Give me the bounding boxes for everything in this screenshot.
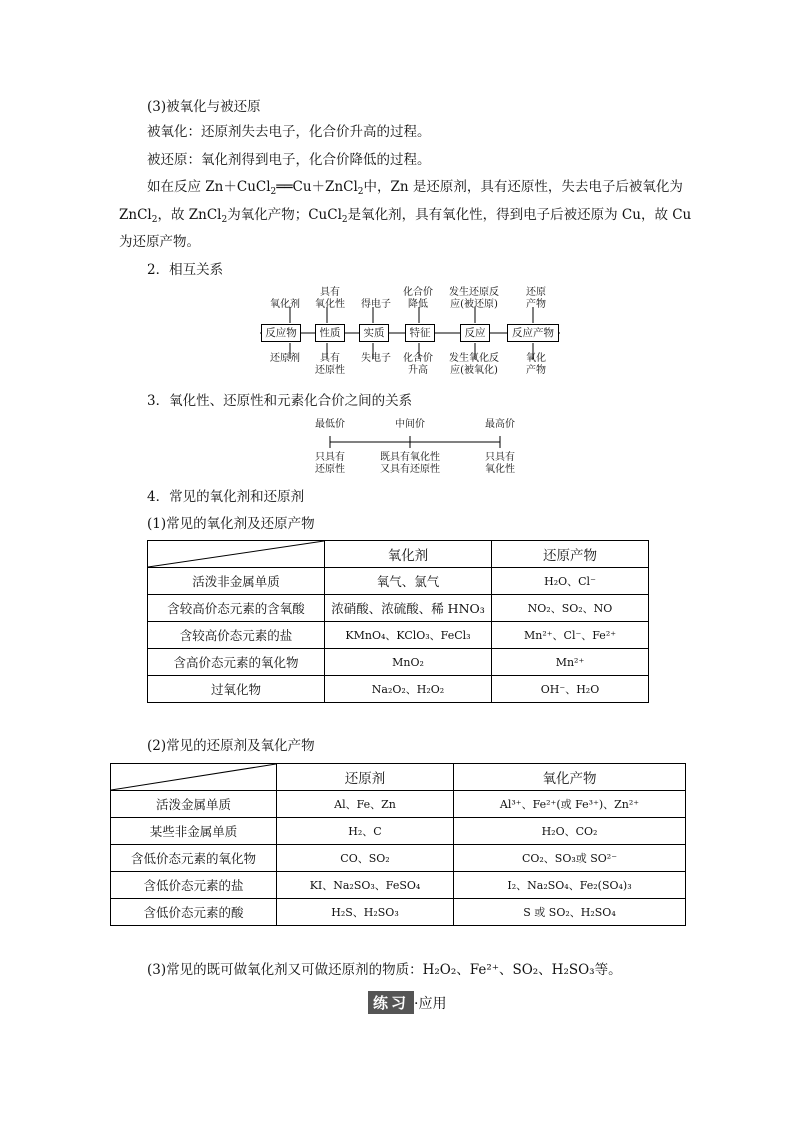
box-product: 反应产物 — [507, 324, 559, 342]
row-oxidant: 氧气、氯气 — [325, 568, 492, 595]
table-row — [111, 818, 686, 845]
practice-text: ·应用 — [414, 996, 447, 1012]
section-3c-title: (3)常见的既可做氧化剂又可做还原剂的物质：H₂O₂、Fe²⁺、SO₂、H₂SO₃等。 — [147, 962, 622, 978]
bottom-label-oxidized-product: 氧化 产物 — [526, 353, 546, 376]
row-category: 含较高价态元素的含氧酸 — [148, 595, 325, 622]
top-label-gain-electron: 得电子 — [361, 299, 391, 310]
row-product: NO₂、SO₂、NO — [492, 595, 649, 622]
row-reductant: H₂S、H₂SO₃ — [277, 899, 454, 926]
row-product: OH⁻、H₂O — [492, 676, 649, 703]
example-line-2: ZnCl$_2$，故 ZnCl$_2$为氧化产物；CuCl$_2$是氧化剂，具有氧化性，得到电子后被还原为 Cu，故 Cu — [119, 207, 692, 225]
table-row — [111, 899, 686, 926]
row-reductant: Al、Fe、Zn — [277, 791, 454, 818]
lowest-valence: 最低价 — [315, 419, 345, 430]
diagonal-header-cell — [148, 541, 325, 568]
diagonal-line — [148, 541, 324, 567]
box-essence: 实质 — [359, 324, 389, 342]
row-product: I₂、Na₂SO₄、Fe₂(SO₄)₃ — [454, 872, 686, 899]
table-header-row — [111, 764, 686, 791]
top-label-oxidant: 氧化剂 — [270, 299, 300, 310]
top-label-valence-down: 化合价 降低 — [403, 287, 433, 310]
row-product: Mn²⁺ — [492, 649, 649, 676]
bottom-label-reducing: 具有 还原性 — [315, 353, 345, 376]
top-label-reduced-product: 还原 产物 — [526, 287, 546, 310]
practice-tag: 练习 — [368, 991, 414, 1014]
bottom-label-oxidation: 发生氧化反 应(被氧化) — [449, 353, 499, 376]
table-row — [148, 595, 649, 622]
row-oxidant: KMnO₄、KClO₃、FeCl₃ — [325, 622, 492, 649]
row-reductant: CO、SO₂ — [277, 845, 454, 872]
row-category: 含低价态元素的盐 — [111, 872, 277, 899]
row-category: 含低价态元素的氧化物 — [111, 845, 277, 872]
row-reductant: H₂、C — [277, 818, 454, 845]
relationship-diagram — [255, 283, 565, 381]
row-category: 含低价态元素的酸 — [111, 899, 277, 926]
bottom-label-reductant: 还原剂 — [270, 353, 300, 364]
row-category: 活泼金属单质 — [111, 791, 277, 818]
row-category: 含较高价态元素的盐 — [148, 622, 325, 649]
table-row — [148, 676, 649, 703]
row-category: 某些非金属单质 — [111, 818, 277, 845]
row-oxidant: Na₂O₂、H₂O₂ — [325, 676, 492, 703]
row-product: Mn²⁺、Cl⁻、Fe²⁺ — [492, 622, 649, 649]
row-product: H₂O、CO₂ — [454, 818, 686, 845]
oxidized-definition: 被氧化：还原剂失去电子，化合价升高的过程。 — [147, 124, 431, 140]
only-oxidizing: 只具有 氧化性 — [485, 452, 515, 475]
reductant-table — [110, 763, 686, 926]
bottom-label-valence-up: 化合价 升高 — [403, 353, 433, 376]
row-category: 活泼非金属单质 — [148, 568, 325, 595]
table-row — [111, 791, 686, 818]
section-2-title: 2．相互关系 — [147, 262, 224, 278]
middle-valence: 中间价 — [395, 419, 425, 430]
row-product: S 或 SO₂、H₂SO₄ — [454, 899, 686, 926]
example-line-3: 为还原产物。 — [119, 234, 200, 250]
row-category: 含高价态元素的氧化物 — [148, 649, 325, 676]
box-reactant: 反应物 — [261, 324, 301, 342]
valence-diagram — [290, 416, 530, 480]
top-label-oxidizing: 具有 氧化性 — [315, 287, 345, 310]
oxidant-table — [147, 540, 649, 703]
section-3-title: (3)被氧化与被还原 — [147, 99, 261, 115]
practice-heading — [368, 991, 446, 1014]
section-4-title: 4．常见的氧化剂和还原剂 — [147, 489, 305, 505]
table-2-title: (2)常见的还原剂及氧化产物 — [147, 738, 315, 754]
example-line-1: 如在反应 Zn＋CuCl$_2$══Cu＋ZnCl$_2$中，Zn 是还原剂，具有还原性，失去电子后被氧化为 — [147, 179, 683, 197]
box-property: 性质 — [315, 324, 345, 342]
diagonal-header-cell — [111, 764, 277, 791]
row-reductant: KI、Na₂SO₃、FeSO₄ — [277, 872, 454, 899]
header-reduced-product: 还原产物 — [492, 541, 649, 568]
reduced-definition: 被还原：氧化剂得到电子，化合价降低的过程。 — [147, 152, 431, 168]
header-oxidized-product: 氧化产物 — [454, 764, 686, 791]
diagonal-line — [111, 764, 276, 790]
header-oxidant: 氧化剂 — [325, 541, 492, 568]
table-row — [148, 622, 649, 649]
table-1-title: (1)常见的氧化剂及还原产物 — [147, 516, 315, 532]
row-oxidant: MnO₂ — [325, 649, 492, 676]
section-3b-title: 3．氧化性、还原性和元素化合价之间的关系 — [147, 393, 413, 409]
box-feature: 特征 — [405, 324, 435, 342]
row-product: CO₂、SO₃或 SO²⁻ — [454, 845, 686, 872]
highest-valence: 最高价 — [485, 419, 515, 430]
row-product: H₂O、Cl⁻ — [492, 568, 649, 595]
header-reductant: 还原剂 — [277, 764, 454, 791]
table-row — [111, 845, 686, 872]
only-reducing: 只具有 还原性 — [315, 452, 345, 475]
row-category: 过氧化物 — [148, 676, 325, 703]
row-oxidant: 浓硝酸、浓硫酸、稀 HNO₃ — [325, 595, 492, 622]
row-product: Al³⁺、Fe²⁺(或 Fe³⁺)、Zn²⁺ — [454, 791, 686, 818]
bottom-label-lose-electron: 失电子 — [361, 353, 391, 364]
table-row — [111, 872, 686, 899]
both-properties: 既具有氧化性 又具有还原性 — [380, 452, 440, 475]
table-row — [148, 568, 649, 595]
box-reaction: 反应 — [460, 324, 490, 342]
top-label-reduction: 发生还原反 应(被还原) — [449, 287, 499, 310]
table-row — [148, 649, 649, 676]
table-header-row — [148, 541, 649, 568]
